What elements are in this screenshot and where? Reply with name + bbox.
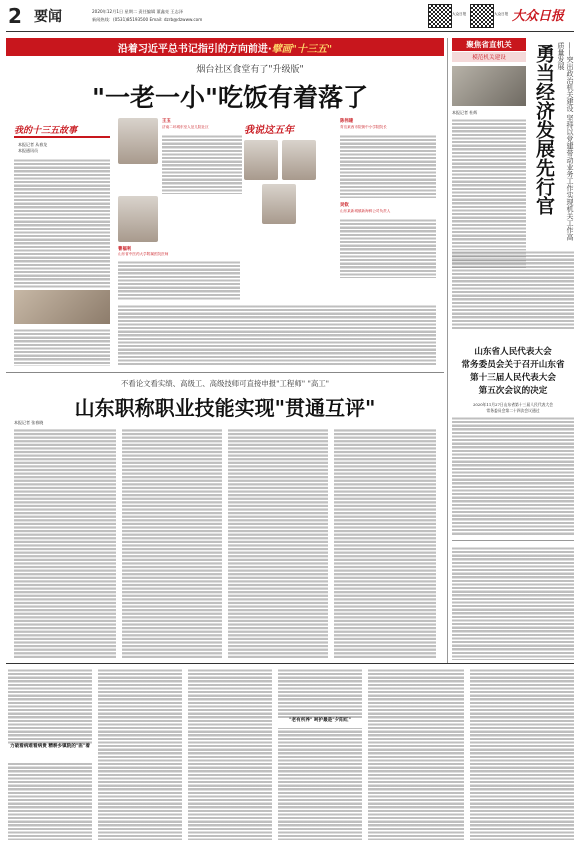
say-title: 我说这五年	[244, 125, 294, 136]
say-title-box	[244, 118, 334, 134]
sidebar-photo	[452, 66, 526, 106]
speaker1-name: 王玉	[162, 119, 171, 124]
speaker3-title: 山东省中医药大学附属医院医师	[118, 252, 169, 256]
sidebar-tag	[452, 38, 526, 51]
banner-title-accent: 擘画"十三五"	[271, 43, 333, 55]
decision-body	[452, 416, 574, 536]
article2-byline: 本报记者 张春晓	[14, 420, 44, 425]
decision-line-2: 常务委员会关于召开山东省	[461, 360, 565, 370]
bottom-col5	[368, 668, 464, 840]
right-body-lower	[452, 546, 574, 660]
article2-kicker: 不看论文看实绩、高级工、高级技师可直接申报"工程师" "高工"	[120, 379, 330, 388]
decision-line-1: 山东省人民代表大会	[474, 347, 552, 357]
my-story-tag-text: 我的十三五故事	[14, 126, 78, 136]
sidebar-headline: 勇当经济发展先行官	[533, 44, 555, 215]
article1-photo	[14, 290, 110, 324]
speaker3-name: 曹福利	[118, 247, 132, 252]
masthead-logo: 大众日报	[512, 9, 565, 24]
qr-code-2	[470, 4, 494, 28]
speaker3-text	[118, 260, 240, 300]
decision-rule	[452, 540, 574, 541]
speaker-center-photo3	[262, 184, 296, 224]
speaker2-text	[340, 134, 436, 198]
bottom-col6	[470, 668, 574, 840]
article1-headline: "一老一小"吃饭有着落了	[91, 83, 369, 112]
decision-subline2: 常务委员会第二十四次会议通过	[486, 408, 540, 413]
sidebar-tag-text: 聚焦省直机关	[466, 40, 512, 49]
article2-col-gap1	[116, 428, 122, 658]
bottom-rule	[6, 663, 574, 664]
article2-col-gap3	[328, 428, 334, 658]
sidebar-body	[452, 118, 526, 268]
date-line: 2020年12月1日 星期二 责任编辑 董鑫亮 王志泽	[92, 9, 183, 14]
decision-line-4: 第五次会议的决定	[478, 386, 548, 396]
my-story-tag	[14, 118, 110, 138]
bottom-subhead-left: 力破看病难看病贵 精耕乡镇院的"医"着	[8, 744, 92, 762]
page-header	[0, 0, 580, 40]
decision-headline	[452, 346, 574, 398]
speaker-center-photo1	[244, 140, 278, 180]
article1-body-lower	[118, 304, 436, 366]
hotline: 新闻热线：(0531)85193500 Email: dzrb@dzwww.com	[92, 17, 203, 22]
speaker2-name: 陈伟建	[340, 119, 354, 124]
top-banner	[6, 38, 444, 56]
article1-byline: 本报记者 从春龙	[18, 142, 48, 147]
decision-line-3: 第十三届人民代表大会	[470, 373, 556, 383]
article1-body-col1b	[14, 328, 110, 366]
article1-body-col1	[14, 158, 110, 288]
qr-label-2: 大众日报	[494, 12, 509, 16]
speaker-center-photo2	[282, 140, 316, 180]
qr-code-1	[428, 4, 452, 28]
sidebar-body-wide	[452, 250, 574, 330]
bottom-subhead-right: "老有所养" 呵护最是"夕阳红"	[278, 718, 362, 728]
article1-subbyline: 本报通讯员	[18, 148, 38, 153]
sidebar-byline: 本报记者 杜辉	[452, 110, 478, 115]
bottom-col3	[188, 668, 272, 840]
speaker1-photo	[118, 118, 158, 164]
sidebar-divider	[447, 38, 448, 663]
speaker2-photo	[118, 196, 158, 242]
article2-col-gap2	[222, 428, 228, 658]
sidebar-subtag	[452, 52, 526, 62]
section-name: 要闻	[34, 9, 62, 25]
speaker4-text	[340, 218, 436, 278]
header-rule	[6, 31, 574, 32]
sidebar-deck: ——突出政治机关建设 坚持以党建带动业务工作实现机关工作高质量发展	[557, 42, 574, 241]
sidebar-subtag-text: 模范机关建设	[472, 55, 506, 61]
speaker4-name: 吴钦	[340, 203, 349, 208]
page-number: 2	[8, 4, 22, 28]
bottom-col4	[278, 668, 362, 840]
section-divider	[6, 372, 444, 373]
decision-subline: 2020年11月27日山东省第十三届人民代表大会	[472, 402, 554, 407]
speaker1-text	[162, 134, 242, 194]
speaker2-title: 青岛莱西市院街中小学院院长	[340, 125, 387, 129]
article2-headline: 山东职称职业技能实现"贯通互评"	[74, 396, 376, 420]
qr-label-1: 大众日报	[452, 12, 467, 16]
article1-kicker: 烟台社区食堂有了"升级版"	[196, 65, 304, 75]
bottom-col2	[98, 668, 182, 840]
banner-title: 沿着习近平总书记指引的方向前进·	[117, 43, 272, 55]
speaker1-title: 济南二环城东至人征儿院社区	[162, 125, 209, 129]
speaker4-title: 山东某新城镇新海鲜公司负责人	[340, 209, 391, 213]
